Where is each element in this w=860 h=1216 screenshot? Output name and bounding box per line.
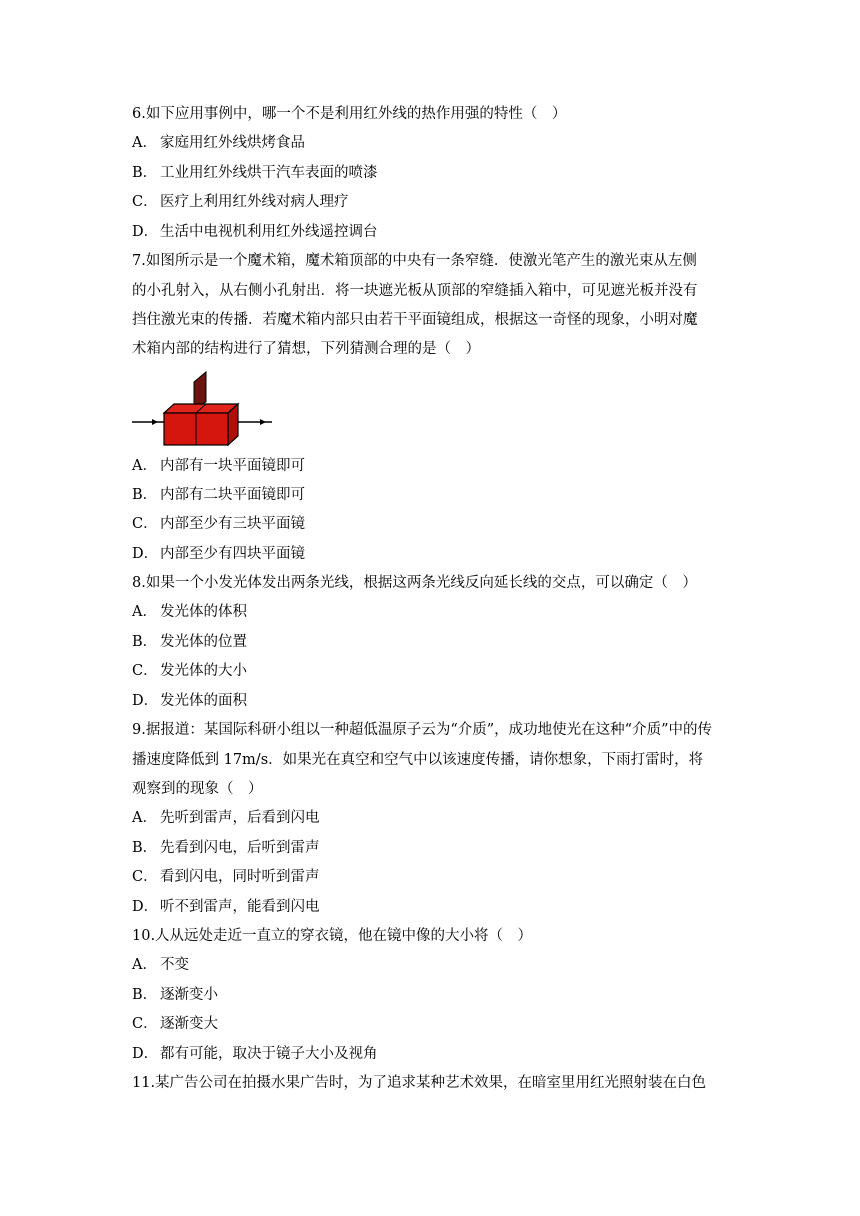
question-6-option-d: D． 生活中电视机利用红外线遥控调台 (132, 224, 378, 240)
question-9-stem-line-2: 播速度降低到 17m/s．如果光在真空和空气中以该速度传播，请你想象，下雨打雷时，将 (132, 752, 704, 768)
question-7-option-b: B． 内部有二块平面镜即可 (132, 487, 305, 503)
question-6-option-c: C． 医疗上利用红外线对病人理疗 (132, 194, 349, 210)
question-10-option-d: D． 都有可能，取决于镜子大小及视角 (132, 1046, 378, 1062)
question-8-option-c: C． 发光体的大小 (132, 663, 247, 679)
question-9-option-d: D． 听不到雷声，能看到闪电 (132, 899, 320, 915)
question-7-stem-line-4: 术箱内部的结构进行了猜想，下列猜测合理的是（ ） (132, 341, 480, 357)
question-10-option-c: C． 逐渐变大 (132, 1016, 218, 1032)
question-6-option-b: B． 工业用红外线烘干汽车表面的喷漆 (132, 165, 378, 181)
question-8-option-d: D． 发光体的面积 (132, 693, 247, 709)
question-7-stem-line-1: 7.如图所示是一个魔术箱，魔术箱顶部的中央有一条窄缝．使激光笔产生的激光束从左侧 (132, 253, 697, 269)
question-7-stem-line-2: 的小孔射入，从右侧小孔射出．将一块遮光板从顶部的窄缝插入箱中，可见遮光板并没有 (132, 283, 698, 299)
question-8-option-b: B． 发光体的位置 (132, 634, 247, 650)
question-7-stem-line-3: 挡住激光束的传播．若魔术箱内部只由若干平面镜组成，根据这一奇怪的现象，小明对魔 (132, 312, 698, 328)
question-6-option-a: A． 家庭用红外线烘烤食品 (132, 135, 305, 151)
question-6-stem: 6.如下应用事例中，哪一个不是利用红外线的热作用强的特性（ ） (132, 106, 567, 122)
question-9-stem-line-1: 9.据报道：某国际科研小组以一种超低温原子云为“介质”，成功地使光在这种“介质”中的传 (132, 722, 712, 738)
question-9-stem-line-3: 观察到的现象（ ） (132, 781, 263, 797)
magic-box-figure (130, 368, 280, 448)
arrow-out-icon (260, 419, 266, 425)
question-7-option-d: D． 内部至少有四块平面镜 (132, 546, 305, 562)
question-10-option-a: A． 不变 (132, 957, 189, 973)
question-10-option-b: B． 逐渐变小 (132, 987, 218, 1003)
question-9-option-c: C． 看到闪电，同时听到雷声 (132, 869, 320, 885)
question-9-option-b: B． 先看到闪电，后听到雷声 (132, 840, 320, 856)
light-blocking-board (194, 372, 206, 408)
question-8-stem: 8.如果一个小发光体发出两条光线，根据这两条光线反向延长线的交点，可以确定（ ） (132, 575, 697, 591)
question-9-option-a: A． 先听到雷声，后看到闪电 (132, 810, 320, 826)
question-11-stem: 11.某广告公司在拍摄水果广告时，为了追求某种艺术效果，在暗室里用红光照射装在白色 (132, 1075, 707, 1091)
question-7-option-c: C． 内部至少有三块平面镜 (132, 516, 305, 532)
arrow-in-icon (152, 419, 158, 425)
question-10-stem: 10.人从远处走近一直立的穿衣镜，他在镜中像的大小将（ ） (132, 928, 533, 944)
question-7-option-a: A． 内部有一块平面镜即可 (132, 458, 305, 474)
question-8-option-a: A． 发光体的体积 (132, 604, 247, 620)
